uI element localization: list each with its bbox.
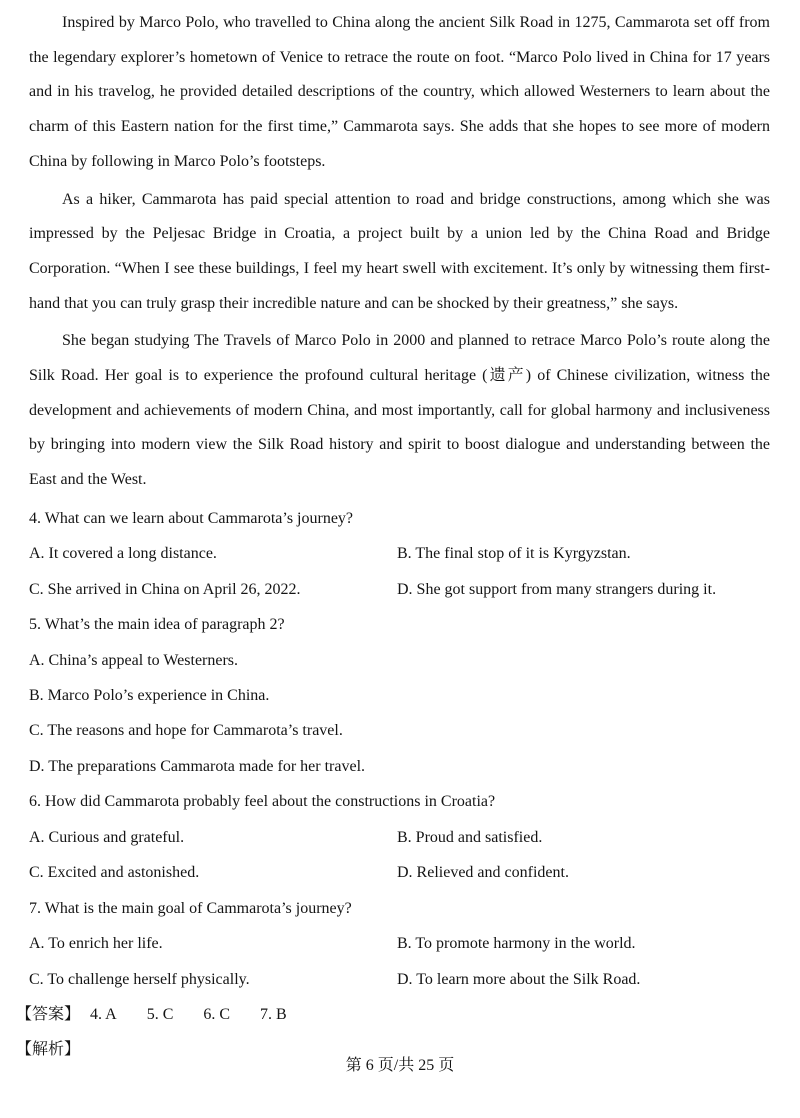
question-5-option-a: A. China’s appeal to Westerners. [29,651,239,669]
question-5-text: 5. What’s the main idea of paragraph 2? [29,616,285,634]
answer-key-line [16,997,770,1032]
question-6-option-b: B. Proud and satisfied. [397,828,543,846]
question-4-option-a: A. It covered a long distance. [29,545,217,563]
passage-paragraph-2: As a hiker, Cammarota has paid special attention to road and bridge constructions, among which she was impressed by the Peljesac Bridge in Croatia, a project built by a union led by the China Road and Bridge Corporation. “When I see these buildings, I feel my heart swell with excitement. It’s only by witnessing them first-hand that you can truly grasp their incredible nature and can be shocked by their greatness,” she says. [29,190,770,312]
question-6-option-row-1 [29,820,770,855]
question-5-option-d: D. The preparations Cammarota made for her travel. [29,757,366,775]
question-6-option-row-2 [29,855,770,890]
question-7-option-b: B. To promote harmony in the world. [397,935,636,953]
question-6-option-a: A. Curious and grateful. [29,828,185,846]
answer-key-item-7: 7. B [260,1005,287,1023]
answer-key-item-4: 4. A [90,1005,117,1023]
reading-passage [29,6,770,498]
passage-paragraph-3: She began studying The Travels of Marco Polo in 2000 and planned to retrace Marco Polo’s route along the Silk Road. Her goal is to experience the profound cultural heritage (遗产) of Chinese civilization, witness the development and achievements of modern China, and most importantly, call for global harmony and inclusiveness by bringing into modern view the Silk Road history and spirit to boost dialogue and understanding between the East and the West. [29,332,770,489]
question-4-option-row-1 [29,536,770,571]
question-6-text: 6. How did Cammarota probably feel about the constructions in Croatia? [29,793,496,811]
page-footer: 第 6 页/共 25 页 [345,1057,455,1074]
question-7-option-row-2 [29,962,770,997]
question-6-option-c: C. Excited and astonished. [29,864,200,882]
answer-key-item-6: 6. C [203,1005,231,1023]
question-4-option-d: D. She got support from many strangers during it. [397,580,717,598]
question-5-option-b: B. Marco Polo’s experience in China. [29,687,270,705]
question-4-text: 4. What can we learn about Cammarota’s journey? [29,509,354,527]
passage-paragraph-1: Inspired by Marco Polo, who travelled to China along the ancient Silk Road in 1275, Cammarota set off from the legendary explorer’s hometown of Venice to retrace the route on foot. “Marco Polo lived in China for 17 years and in his travelog, he provided detailed descriptions of the country, which allowed Westerners to learn about the charm of this Eastern nation for the first time,” Cammarota says. She adds that she hopes to see more of modern China by following in Marco Polo’s footsteps. [29,14,770,170]
answer-key-label: 【答案】 [16,1005,81,1023]
question-7-option-row-1 [29,926,770,961]
question-7-option-d: D. To learn more about the Silk Road. [397,970,641,988]
answer-key-item-5: 5. C [146,1005,174,1023]
question-7-text: 7. What is the main goal of Cammarota’s journey? [29,899,352,917]
question-6-option-d: D. Relieved and confident. [397,864,569,882]
analysis-label: 【解析】 [16,1041,81,1059]
question-4-option-row-2 [29,572,770,607]
question-4-option-c: C. She arrived in China on April 26, 2022. [29,580,301,598]
question-5-option-c: C. The reasons and hope for Cammarota’s travel. [29,722,343,740]
questions-section [29,501,770,997]
question-4-option-b: B. The final stop of it is Kyrgyzstan. [397,545,631,563]
question-7-option-a: A. To enrich her life. [29,935,163,953]
question-7-option-c: C. To challenge herself physically. [29,970,250,988]
